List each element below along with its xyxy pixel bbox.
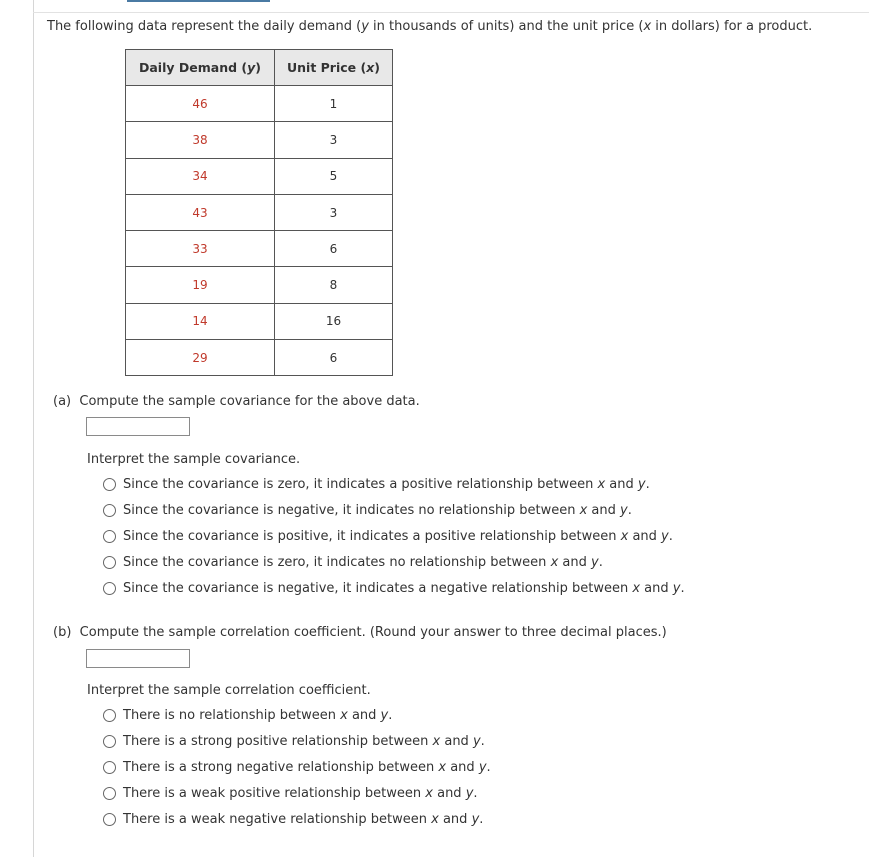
correlation-answer-input[interactable] xyxy=(86,649,190,668)
radio-button-icon[interactable] xyxy=(103,530,116,543)
top-tab-indicator xyxy=(127,0,270,2)
option-label: Since the covariance is zero, it indicates a positive relationship between x and y. xyxy=(123,476,650,492)
table-row xyxy=(126,86,393,122)
option-label: There is no relationship between x and y. xyxy=(123,707,393,723)
unit-price-cell: 3 xyxy=(275,194,393,230)
option-label: Since the covariance is negative, it indicates no relationship between x and y. xyxy=(123,502,632,518)
table-row xyxy=(126,122,393,158)
option-label: There is a weak negative relationship between x and y. xyxy=(123,811,484,827)
correlation-option-2[interactable] xyxy=(103,733,485,749)
problem-intro: The following data represent the daily demand (y in thousands of units) and the unit price (x in dollars) for a product. xyxy=(47,19,813,34)
daily-demand-cell: 29 xyxy=(126,340,275,376)
daily-demand-cell: 43 xyxy=(126,194,275,230)
daily-demand-cell: 38 xyxy=(126,122,275,158)
unit-price-cell: 3 xyxy=(275,122,393,158)
daily-demand-cell: 46 xyxy=(126,86,275,122)
header-unit-price: Unit Price (x) xyxy=(275,50,393,86)
radio-button-icon[interactable] xyxy=(103,504,116,517)
covariance-option-4[interactable] xyxy=(103,554,603,570)
unit-price-cell: 8 xyxy=(275,267,393,303)
radio-button-icon[interactable] xyxy=(103,761,116,774)
part-b-prompt: (b) Compute the sample correlation coefficient. (Round your answer to three decimal places.) xyxy=(53,625,667,640)
option-label: There is a strong positive relationship between x and y. xyxy=(123,733,485,749)
part-a-prompt: (a) Compute the sample covariance for the above data. xyxy=(53,394,420,409)
header-daily-demand: Daily Demand (y) xyxy=(126,50,275,86)
radio-button-icon[interactable] xyxy=(103,582,116,595)
data-table xyxy=(125,49,393,376)
table-row xyxy=(126,194,393,230)
table-row xyxy=(126,267,393,303)
covariance-option-1[interactable] xyxy=(103,476,650,492)
radio-button-icon[interactable] xyxy=(103,813,116,826)
top-divider xyxy=(33,12,869,13)
radio-button-icon[interactable] xyxy=(103,787,116,800)
unit-price-cell: 1 xyxy=(275,86,393,122)
radio-button-icon[interactable] xyxy=(103,709,116,722)
option-label: Since the covariance is negative, it indicates a negative relationship between x and y. xyxy=(123,580,685,596)
radio-button-icon[interactable] xyxy=(103,478,116,491)
option-label: Since the covariance is positive, it indicates a positive relationship between x and y. xyxy=(123,528,673,544)
correlation-option-4[interactable] xyxy=(103,785,478,801)
table-row xyxy=(126,340,393,376)
table-row xyxy=(126,231,393,267)
interpret-covariance-label: Interpret the sample covariance. xyxy=(87,452,301,467)
covariance-option-3[interactable] xyxy=(103,528,673,544)
correlation-option-3[interactable] xyxy=(103,759,491,775)
left-divider xyxy=(33,0,34,857)
option-label: There is a weak positive relationship between x and y. xyxy=(123,785,478,801)
option-label: There is a strong negative relationship between x and y. xyxy=(123,759,491,775)
covariance-option-5[interactable] xyxy=(103,580,685,596)
radio-button-icon[interactable] xyxy=(103,556,116,569)
daily-demand-cell: 34 xyxy=(126,158,275,194)
correlation-option-5[interactable] xyxy=(103,811,483,827)
radio-button-icon[interactable] xyxy=(103,735,116,748)
daily-demand-cell: 33 xyxy=(126,231,275,267)
interpret-correlation-label: Interpret the sample correlation coefficient. xyxy=(87,683,371,698)
daily-demand-cell: 19 xyxy=(126,267,275,303)
covariance-option-2[interactable] xyxy=(103,502,632,518)
covariance-answer-input[interactable] xyxy=(86,417,190,436)
unit-price-cell: 5 xyxy=(275,158,393,194)
correlation-option-1[interactable] xyxy=(103,707,392,723)
unit-price-cell: 6 xyxy=(275,340,393,376)
option-label: Since the covariance is zero, it indicates no relationship between x and y. xyxy=(123,554,603,570)
table-row xyxy=(126,303,393,339)
table-row xyxy=(126,158,393,194)
unit-price-cell: 16 xyxy=(275,303,393,339)
unit-price-cell: 6 xyxy=(275,231,393,267)
daily-demand-cell: 14 xyxy=(126,303,275,339)
